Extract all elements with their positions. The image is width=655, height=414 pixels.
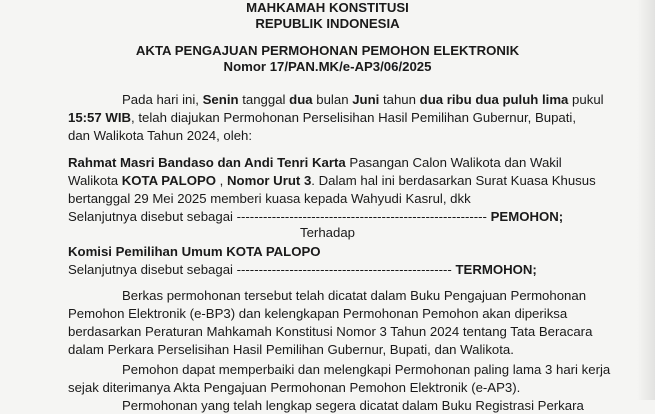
applicant-line-3: bertanggal 29 Mei 2025 memberi kuasa kepada Wahyudi Kasrul, dkk	[68, 191, 471, 206]
document-title: AKTA PENGAJUAN PERMOHONAN PEMOHON ELEKTRONIK	[135, 43, 520, 58]
registration-line-3: berdasarkan Peraturan Mahkamah Konstitusi Nomor 3 Tahun 2024 tentang Tata Beracara	[68, 324, 593, 339]
versus-label: Terhadap	[300, 225, 355, 240]
court-name: MAHKAMAH KONSTITUSI	[246, 0, 409, 15]
document-number: Nomor 17/PAN.MK/e-AP3/06/2025	[223, 59, 432, 74]
complete-line-1: Permohonan yang telah lengkap segera dicatat dalam Buku Registrasi Perkara	[122, 398, 584, 413]
respondent-name: Komisi Pemilihan Umum KOTA PALOPO	[68, 244, 321, 259]
revision-line-1: Pemohon dapat memperbaiki dan melengkapi Permohonan paling lama 3 hari kerja	[122, 362, 611, 377]
page-edge-shadow	[637, 0, 655, 400]
opening-line-3: dan Walikota Tahun 2024, oleh:	[68, 128, 253, 143]
applicant-line-1: Rahmat Masri Bandaso dan Andi Tenri Karta Pasangan Calon Walikota dan Wakil	[68, 155, 562, 170]
respondent-role-line: Selanjutnya disebut sebagai ------------------------------------------------- TERMOHON;	[68, 262, 537, 277]
applicant-line-2: Walikota KOTA PALOPO , Nomor Urut 3. Dalam hal ini berdasarkan Surat Kuasa Khusus	[68, 173, 596, 188]
opening-line-2: 15:57 WIB, telah diajukan Permohonan Perselisihan Hasil Pemilihan Gubernur, Bupati,	[68, 110, 576, 125]
registration-line-4: dalam Perkara Perselisihan Hasil Pemilihan Gubernur, Bupati, dan Walikota.	[68, 342, 514, 357]
country-name: REPUBLIK INDONESIA	[255, 16, 400, 31]
applicant-role-line: Selanjutnya disebut sebagai --------------------------------------------------------- PEMOHON;	[68, 209, 564, 224]
registration-line-2: Pemohon Elektronik (e-BP3) dan kelengkapan Permohonan Pemohon akan diperiksa	[68, 306, 568, 321]
revision-line-2: sejak diterimanya Akta Pengajuan Permohonan Pemohon Elektronik (e-AP3).	[68, 380, 521, 395]
registration-line-1: Berkas permohonan tersebut telah dicatat dalam Buku Pengajuan Permohonan	[122, 288, 587, 303]
opening-line-1: Pada hari ini, Senin tanggal dua bulan Juni tahun dua ribu dua puluh lima pukul	[122, 92, 604, 107]
